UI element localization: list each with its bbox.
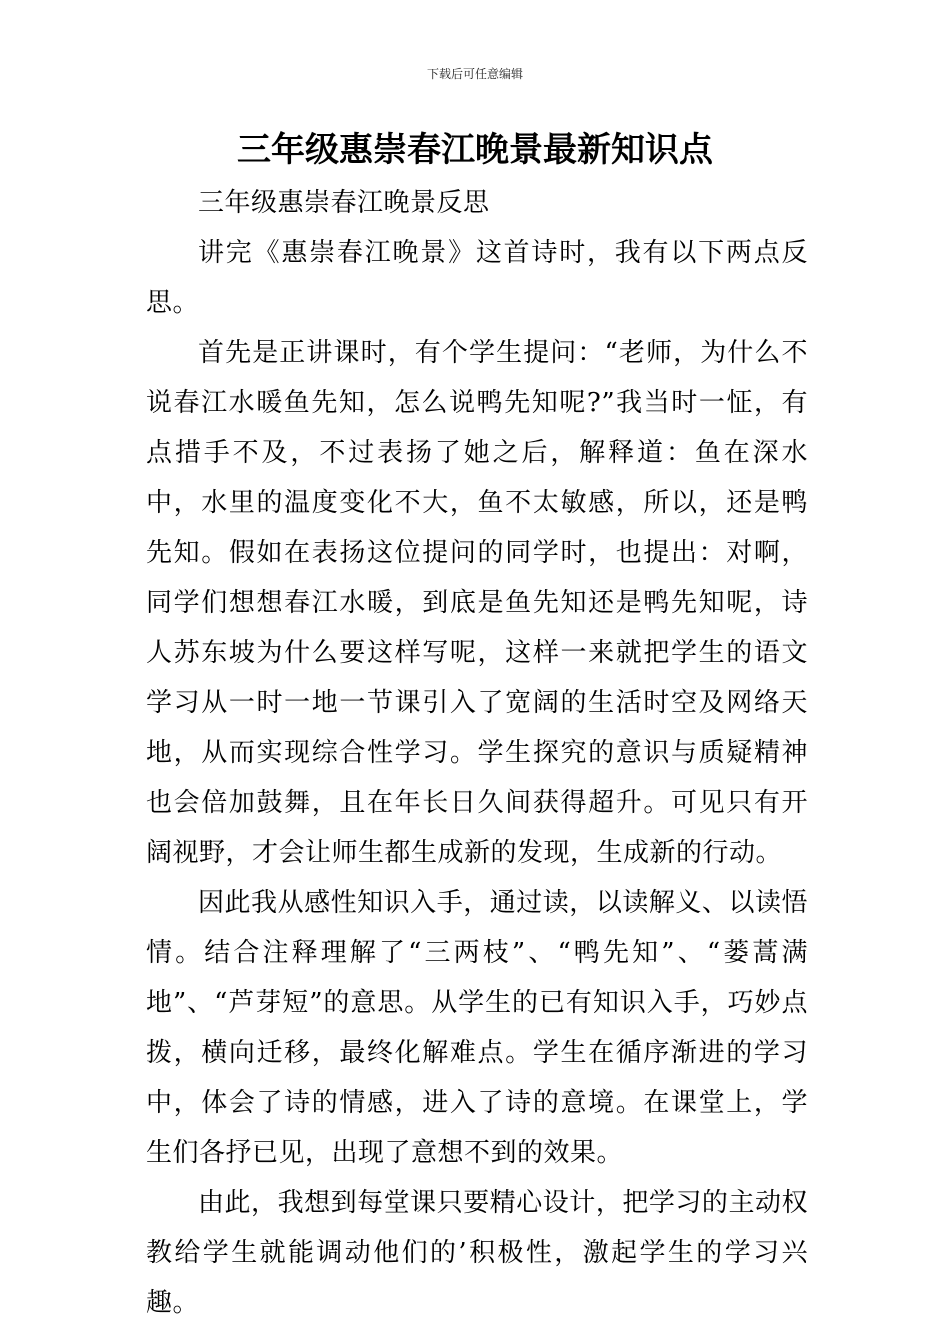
body-paragraph: 由此，我想到每堂课只要精心设计，把学习的主动权教给学生就能调动他们的’积极性，激起学生的学习兴趣。 <box>146 1188 808 1318</box>
header-note: 下载后可任意编辑 <box>426 67 523 81</box>
document-body <box>146 178 808 1328</box>
body-paragraph: 因此我从感性知识入手，通过读，以读解义、以读悟情。结合注释理解了“三两枝”、“鸭先知”、“蒌蒿满地”、“芦芽短”的意思。从学生的已有知识入手，巧妙点拨，横向迁移，最终化解难点。学生在循序渐进的学习中，体会了诗的情感，进入了诗的意境。在课堂上，学生们各抒已见，出现了意想不到的效果。 <box>146 888 808 1168</box>
body-paragraph: 首先是正讲课时，有个学生提问：“老师，为什么不说春江水暖鱼先知，怎么说鸭先知呢?”我当时一怔，有点措手不及，不过表扬了她之后，解释道：鱼在深水中，水里的温度变化不大，鱼不太敏感，所以，还是鸭先知。假如在表扬这位提问的同学时，也提出：对啊，同学们想想春江水暖，到底是鱼先知还是鸭先知呢，诗人苏东坡为什么要这样写呢，这样一来就把学生的语文学习从一时一地一节课引入了宽阔的生活时空及网络天地，从而实现综合性学习。学生探究的意识与质疑精神也会倍加鼓舞，且在年长日久间获得超升。可见只有开阔视野，才会让师生都生成新的发现，生成新的行动。 <box>146 338 808 868</box>
subtitle-paragraph: 三年级惠崇春江晚景反思 <box>198 188 490 218</box>
document-title: 三年级惠崇春江晚景最新知识点 <box>237 130 713 170</box>
body-paragraph: 讲完《惠崇春江晚景》这首诗时，我有以下两点反思。 <box>146 238 808 318</box>
